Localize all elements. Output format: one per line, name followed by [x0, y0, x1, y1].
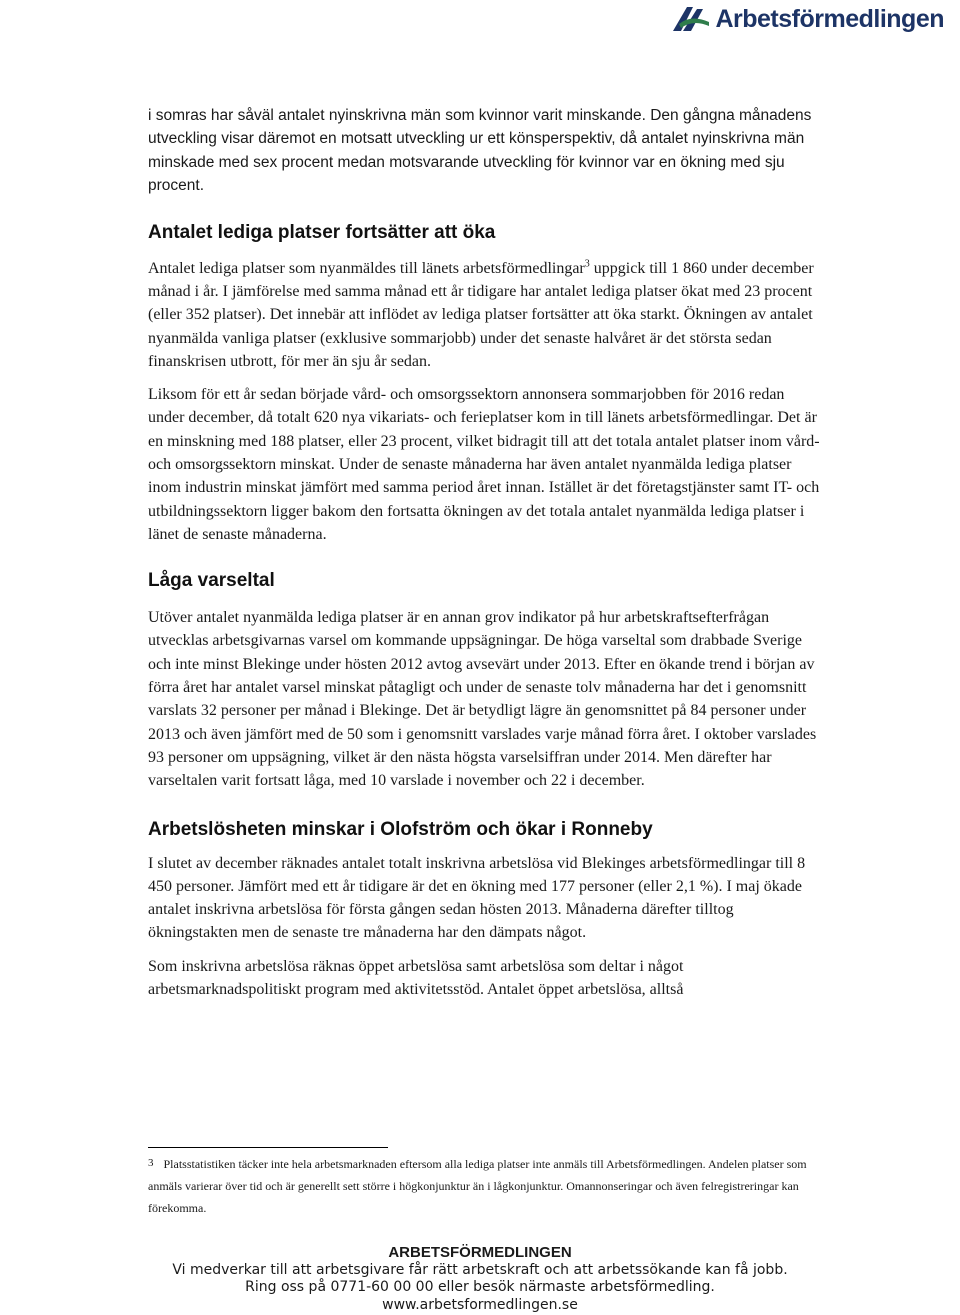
footnote — [148, 1152, 820, 1219]
logo-text: Arbetsförmedlingen — [715, 4, 944, 33]
footer-tagline: Vi medverkar till att arbetsgivare får rätt arbetskraft och att arbetssökande kan få jobb. — [172, 1261, 788, 1278]
section-heading-lediga-platser: Antalet lediga platser fortsätter att öka — [148, 221, 496, 243]
paragraph-text: Antalet lediga platser som nyanmäldes till länets arbetsförmedlingar — [148, 259, 585, 277]
paragraph-arbetsloshet-2: Som inskrivna arbetslösa räknas öppet arbetslösa samt arbetslösa som deltar i något arbetsmarknadspolitiskt program med aktivitetsstöd. Antalet öppet arbetslösa, alltså — [148, 957, 684, 999]
footer-contact: Ring oss på 0771-60 00 00 eller besök närmaste arbetsförmedling. — [245, 1279, 715, 1295]
section-heading-arbetsloshet: Arbetslösheten minskar i Olofström och ökar i Ronneby — [148, 818, 653, 840]
section-heading-varseltal: Låga varseltal — [148, 570, 275, 592]
paragraph-lediga-platser-2: Liksom för ett år sedan började vård- och omsorgssektorn annonsera sommarjobben för 2016 redan under december, då totalt 620 nya vikariats- och ferieplatser kom in till länets arbetsförmedlingar. Det är en minskning med 188 platser, eller 23 procent, vilket bidragit till att det totala antalet platser inom vård- och omsorgssektorn minskat. Under de senaste månaderna har även antalet nyanmälda lediga platser inom industrin minskat jämfört med samma period året innan. Istället är det företagstjänster samt IT- och utbildningssektorn ligger bakom den fortsatta ökningen av det totala antalet nyanmälda lediga platser i länet de senaste månaderna. — [148, 386, 820, 543]
brand-logo — [671, 4, 944, 34]
footnote-reference: 3 — [584, 258, 590, 270]
paragraph-text: uppgick till 1 860 under december månad i år. I jämförelse med samma månad ett år tidigare har antalet lediga platser ökat med 23 procent (eller 352 platser). Det innebär att inflödet av lediga platser fortsätter att öka starkt. Ökningen av antalet nyanmälda vanliga platser (exklusive sommarjobb) under det senaste halvåret är det största sedan finanskrisen utbrott, för mer än sju år sedan. — [148, 259, 814, 370]
footer-url[interactable]: www.arbetsformedlingen.se — [382, 1296, 578, 1313]
intro-paragraph: i somras har såväl antalet nyinskrivna män som kvinnor varit minskande. Den gångna månadens utveckling visar däremot en motsatt utveckling ur ett könsperspektiv, då antalet nyinskrivna män minskade med sex procent medan motsvarande utveckling för kvinnor var en ökning med sju procent. — [148, 107, 812, 195]
footnote-text: Platsstatistiken täcker inte hela arbetsmarknaden eftersom alla lediga platser inte anmäls till Arbetsförmedlingen. Andelen platser som anmäls varierar över tid och är generellt sett större i högkonjunktur än i lågkonjunktur. Omannonseringar och även felregistreringar kan förekomma. — [148, 1157, 807, 1215]
paragraph-arbetsloshet-1: I slutet av december räknades antalet totalt inskrivna arbetslösa vid Blekinges arbetsförmedlingar till 8 450 personer. Jämfört med ett år tidigare är det en ökning med 177 personer (eller 2,1 %). I maj ökade antalet inskrivna arbetslösa för första gången sedan hösten 2013. Månaderna därefter tilltog ökningstakten men de senaste tre månaderna har den dämpats något. — [148, 854, 806, 942]
footnote-number: 3 — [148, 1157, 154, 1169]
paragraph-lediga-platser-1 — [148, 257, 820, 373]
footer-org-name: ARBETSFÖRMEDLINGEN — [388, 1244, 572, 1261]
article-body — [148, 104, 820, 1001]
logo-mark-icon — [671, 4, 711, 34]
page-footer — [0, 1244, 960, 1314]
footnote-divider — [148, 1147, 388, 1148]
paragraph-varseltal: Utöver antalet nyanmälda lediga platser är en annan grov indikator på hur arbetskraftsefterfrågan utvecklas arbetsgivarnas varsel om kommande uppsägningar. De höga varseltal som drabbade Sverige och inte minst Blekinge under hösten 2012 avtog avsevärt under 2013. Efter en ökande trend i början av förra året har antalet varsel minskat påtagligt och under de senaste tolv månaderna har det i genomsnitt varslats 32 personer per månad i Blekinge. Det är betydligt lägre än genomsnittet på 84 personer under 2013 och även jämfört med de 50 som i genomsnitt varslades varje månad förra året. I oktober varslades 93 personer om uppsägning, vilket är den nästa högsta varselsiffran under 2014. Men därefter har varseltalen varit fortsatt låga, med 10 varslade i november och 22 i december. — [148, 609, 817, 790]
